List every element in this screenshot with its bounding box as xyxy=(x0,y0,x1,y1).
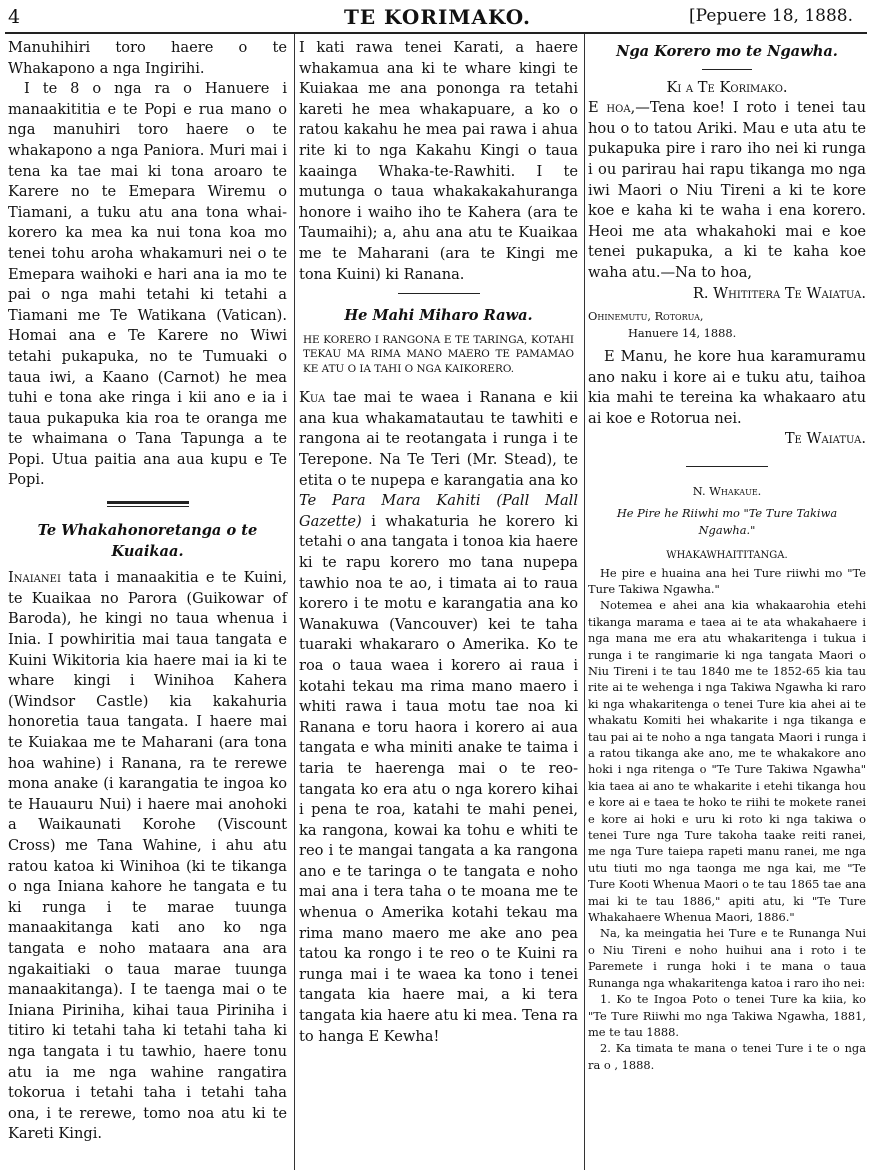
column-3 xyxy=(588,38,866,1073)
page-number: 4 xyxy=(8,6,21,28)
article-paragraph: Manuhihiri toro haere o te Whakapono a nga Ingirihi. xyxy=(8,39,287,77)
notice-paragraph: 2. Ka timata te mana o tenei Ture i te o nga ra o , 1888. xyxy=(588,1041,866,1072)
section-separator xyxy=(107,506,189,507)
letter-addressee: Ki a Te Korimako. xyxy=(666,78,788,96)
letter-place: Ohinemutu, Rotorua, xyxy=(588,309,704,324)
bill-notice xyxy=(588,483,866,1073)
letter-signature: R. Whititera Te Waiatua. xyxy=(692,284,866,302)
lead-word: Inaianei xyxy=(8,569,61,587)
column-2 xyxy=(299,38,578,1047)
letter-body xyxy=(588,98,866,283)
notice-paragraph: Notemea e ahei ana kia whakaarohia etehi tikanga marama e taea ai te ata whakahaere i nga mana me era atu whakaritenga i tukua i runga i te rangimarie ki nga tangata Maori o Niu Tireni i te tau 1840 me te 1852-65 kia tau rite ai te wehenga i nga Takiwa Ngawha ki raro ki nga whakaritenga o tenei Ture kia ahei ai te whakatu Komiti hei whakarite i nga tikanga e tau pai ai te noho a nga tangata Maori i runga i a ratou tikanga ake ano, me te whakakore ano hoki i nga ritenga o "Te Ture Takiwa Ngawha" kia taea ai ano te whakarite i etehi tikanga hou e kore ai e taea te hoko te riihi te mokete ranei e kore ai hoki e uru ki roto ki nga takiwa o tenei Ture nga Ture takoha taake reiti ranei, me nga Ture taiepa rapeti manu ranei, me nga utu tiuti mo nga taonga me nga kai, me "Te Ture Kooti Whenua Maori o te tau 1865 tae ana mai ki te tau 1886," apiti atu, ki "Te Ture Whakahaere Whenua Maori, 1886." xyxy=(588,598,866,925)
masthead-title: TE KORIMAKO. xyxy=(343,5,532,29)
column-divider-1 xyxy=(294,34,295,1170)
notice-paragraph: Na, ka meingatia hei Ture e te Runanga Nui o Niu Tireni e noho huihui ana i roto i te Paremete i runga hoki i te mana o taua Runanga nga whakaritenga katoa i raro iho nei: xyxy=(588,926,866,990)
notice-paragraph: He pire e huaina ana hei Ture riiwhi mo "Te Ture Takiwa Ngawha." xyxy=(588,565,866,596)
section-separator xyxy=(398,293,480,294)
reply-signature: Te Waiatua. xyxy=(784,430,866,448)
column-1 xyxy=(8,38,287,1145)
page-header xyxy=(0,0,875,34)
section-separator xyxy=(107,501,189,504)
section-title-ngawha: Nga Korero mo te Ngawha. xyxy=(616,43,838,60)
newspaper-name: Te Para Mara Kahiti (Pall Mall Gazette) xyxy=(299,492,578,530)
article-text: tata i manaakitia e te Kuini, te Kuaikaa no Parora (Guikowar of Baroda), he kingi no taua whenua i Inia. I powhiritia mai taua tangata e Kuini Wikitoria kia haere mai ia ki te whare kingi i Winihoa Kahera (Windsor Castle) kia kakahuria honoretia taua tangata. I haere mai te Kuiakaa me te Maharani (ara tona hoa wahine) i Ranana, ra te rerewe mona anake (i karangatia te ingoa ko te Hauauru Nui) i haere mai anohoki a Waikaunati Korohe (Viscount Cross) me Tana Wahine, i ahu atu ratou katoa ki Winihoa (ki te tikanga o nga Iniana kahore he tangata e tu ki runga i te marae tuunga manaakitanga kati ano ko nga tangata e noho mataara ana ara ngakaitiaki o taua marae tuunga manaakitanga). I te taenga mai o te Iniana Piriniha, kihai taua Piriniha i titiro ki tetahi taha ki tetahi taha ki nga tangata i tu tawhio, haere tonu atu ia me nga wahine rangatira tokorua i tetahi taha i tetahi taha ona, i te rerewe, tomo noa atu ki te Kareti Kingi. xyxy=(8,569,287,1143)
notice-author: N. Whakaue. xyxy=(692,483,762,498)
article-paragraph: I te 8 o nga ra o Hanuere i manaakititia e te Popi e rua mano o nga manuhiri toro haere o te whakapono a nga Paniora. Muri mai i tena ka tae mai ki tona aroaro te Karere no te Emepara Wiremu o Tiamani, a tuku atu ana tona whai-korero ka mea ka nui tona koa mo tenei tohu aroha whakamuri nei o te Emepara waihoki e hari ana ia mo te pai o nga mahi tetahi ki tetahi a Tiamani me Te Watikana (Vatican). Homai ana e Te Karere no Wiwi tetahi pukapuka, no te Tumuaki o taua iwi, a Kaano (Carnot) he mea tuhi e tona ake ringa i kii ano e ia i taua pukapuka kia roa te oranga me te whaimana o Tana Tapunga a te Popi. Utua paitia ana aua kupu e Te Popi. xyxy=(8,80,287,489)
column-divider-2 xyxy=(584,34,585,1170)
article-text: i whakaturia he korero ki tetahi o ana tangata i tonoa kia haere ki te rapu korero mo tana nupepa tawhio noa te ao, i timata ai to raua korero i te motu e karangatia ana ko Wanakuwa (Vancouver) kei te taha tuaraki whakararo o Amerika. Ko te roa o taua waea i korero ai raua i kotahi tekau ma rima mano maero i whiti rawa i taua motu tae noa ki Ranana e toru haora i korero ai aua tangata e wha miniti anake te taima i taria te haerenga mai o te reo-tangata ko era atu o nga korero kihai i pena te roa, katahi te mahi penei, ka rangona, kowai ka tohu e whiti te reo i te mangai tangata a ka rangona ano e te taringa o te tangata e noho mai ana i tera taha o te moana me te whenua o Amerika kotahi tekau ma rima mano maero me ake ano pea tatou ka rongo i te reo o te Kuini ra runga mai i te waea ka tono i tenei tangata kia haere mai, a ki tera tangata kia haere atu ki mea. Tena ra to hanga E Kewha! xyxy=(299,512,578,1045)
notice-heading: WHAKAWHAITITANGA. xyxy=(666,550,788,562)
article-text: tae mai te waea i Ranana e kii ana kua whakamatautau te tawhiti e rangona ai te reotangata i runga i te Terepone. Na Te Teri (Mr. Stead), te etita o te nupepa e karangatia ana ko xyxy=(299,389,578,489)
notice-title: He Pire he Riiwhi mo "Te Ture Takiwa Ngawha." xyxy=(616,506,838,537)
article-paragraph xyxy=(299,388,578,1047)
header-rule xyxy=(5,32,867,34)
letter-salutation: E hoa, xyxy=(588,99,636,117)
letter-dateline xyxy=(588,308,866,341)
letter-text: —Tena koe! I roto i tenei tau hou o to tatou Ariki. Mau e uta atu te pukapuka pire i raro iho nei ki runga i ou parirau hai rapu tikanga mo nga iwi Maori o Niu Tireni a ki te kore koe e kaha ki te waha i ena korero. Heoi me ata whakahoki mai e koe tenei pukapuka, a ki te kaha koe waha atu.—Na to hoa, xyxy=(588,99,866,281)
section-title-mahi-miharo: He Mahi Miharo Rawa. xyxy=(344,307,533,325)
article-subheading: HE KORERO I RANGONA E TE TARINGA, KOTAHI TEKAU MA RIMA MANO MAERO TE PAMAMAO KE ATU O IA TAHI O NGA KAIKORERO. xyxy=(303,333,574,375)
lead-word: Kua xyxy=(299,389,326,407)
letter-date: Hanuere 14, 1888. xyxy=(628,325,737,340)
section-separator xyxy=(686,466,768,467)
article-paragraph xyxy=(8,568,287,1145)
notice-paragraph: 1. Ko te Ingoa Poto o tenei Ture ka kiia, ko "Te Ture Riiwhi mo nga Takiwa Ngawha, 1881, me te tau 1888. xyxy=(588,992,866,1039)
editor-reply: E Manu, he kore hua karamuramu ano naku i kore ai e tuku atu, taihoa kia mahi te tereina ka whakaaro atu ai koe e Rotorua nei. xyxy=(588,347,866,427)
issue-date: [Pepuere 18, 1888. xyxy=(689,6,853,26)
section-title-kuaikaa: Te Whakahonoretanga o te Kuaikaa. xyxy=(37,522,258,560)
article-paragraph: I kati rawa tenei Karati, a haere whakamua ana ki te whare kingi te Kuiakaa me ana pononga ra tetahi kareti he mea whakapuare, a ko o ratou kakahu he mea pai rawa i ahua rite ki to nga Kakahu Kingi o taua kaainga Whaka-te-Rawhiti. I te mutunga o taua whakakakahuranga honore i waiho iho te Kahera (ara te Taumaihi); a, ahu ana atu te Kuaikaa me te Maharani (ara te Kingi me tona Kuini) ki Ranana. xyxy=(299,39,578,283)
section-separator xyxy=(702,69,752,70)
